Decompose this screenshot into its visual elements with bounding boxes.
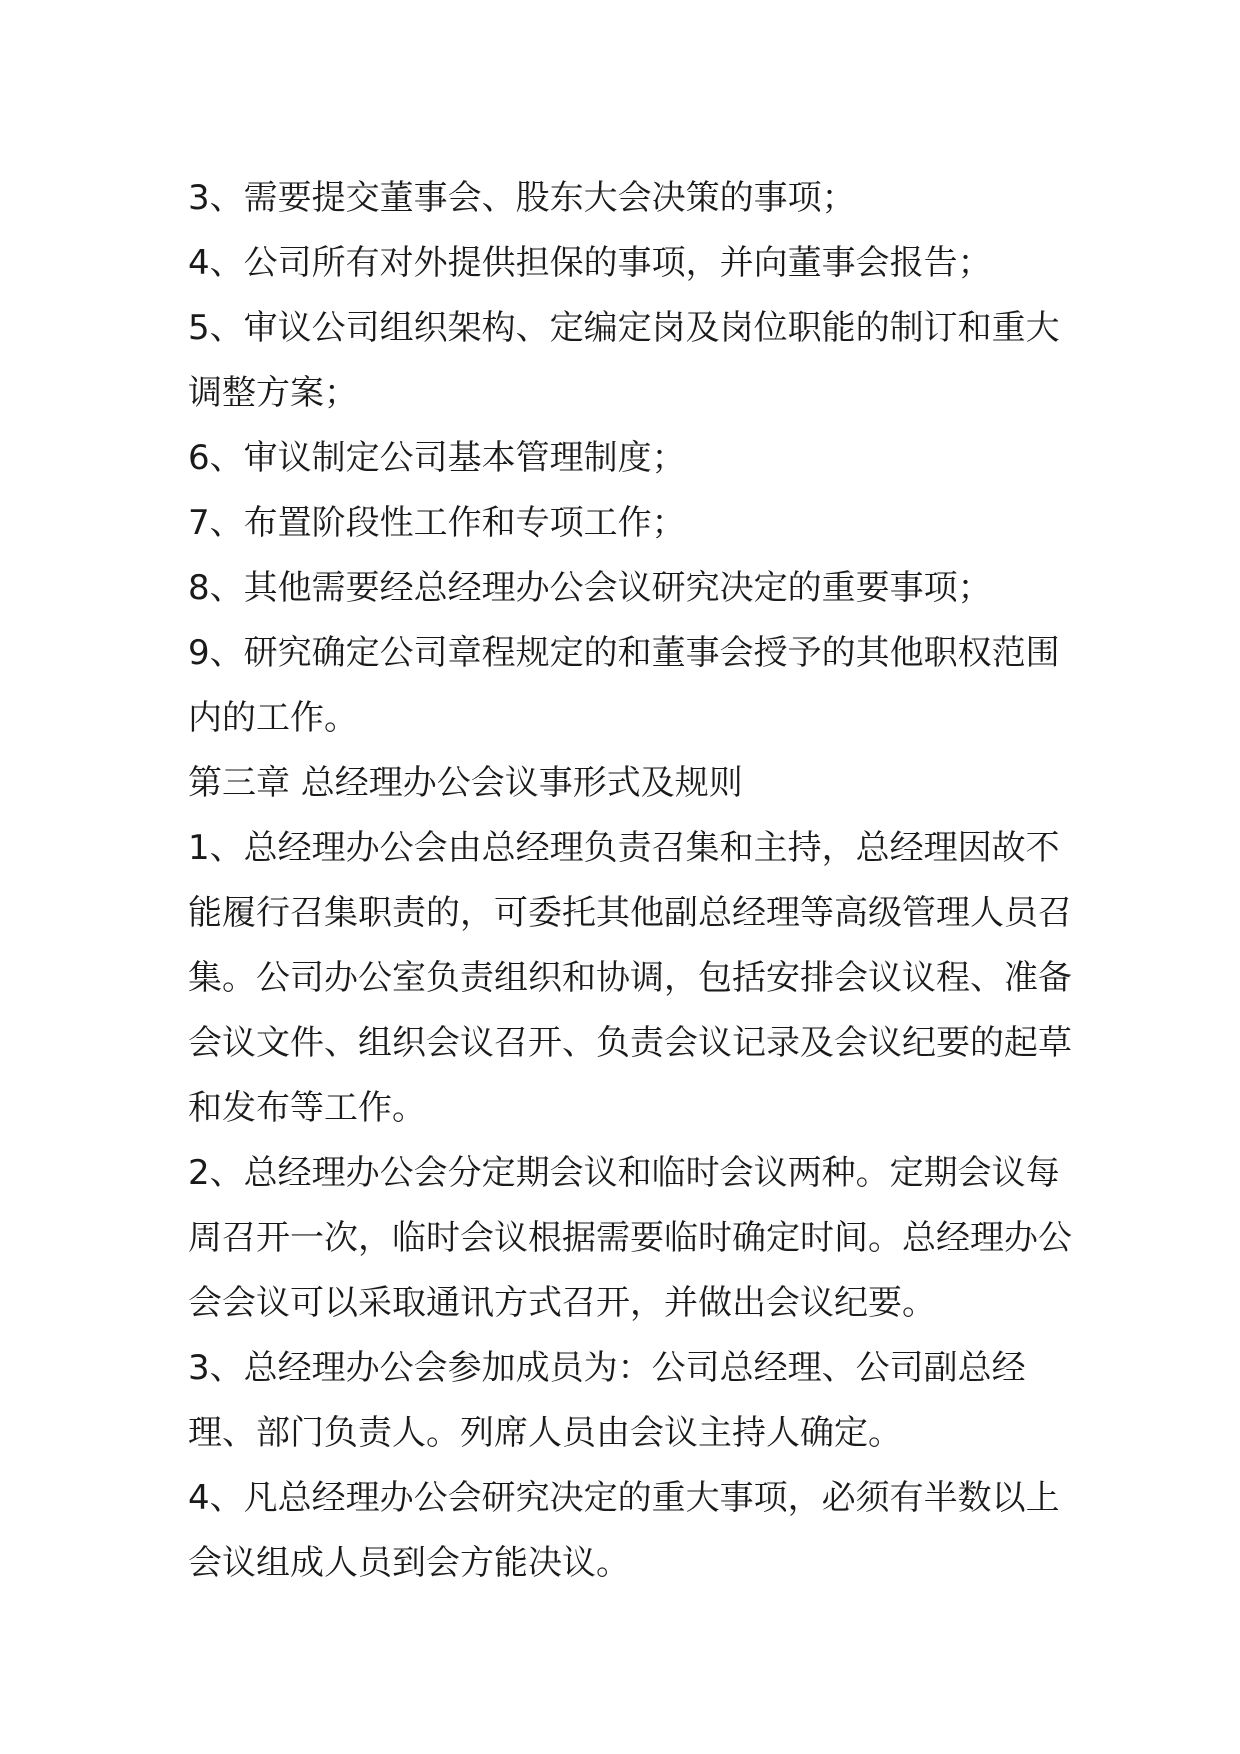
item-6-management-system: 6、审议制定公司基本管理制度； [188,438,686,478]
item-9-other-authority: 9、研究确定公司章程规定的和董事会授予的其他职权范围内的工作。 [188,633,1060,738]
rule-3-members: 3、总经理办公会参加成员为：公司总经理、公司副总经理、部门负责人。列席人员由会议主持人确定。 [188,1348,1026,1453]
rule-2-meeting-types: 2、总经理办公会分定期会议和临时会议两种。定期会议每周召开一次，临时会议根据需要临时确定时间。总经理办公会会议可以采取通讯方式召开，并做出会议纪要。 [188,1153,1072,1323]
item-8-other-matters: 8、其他需要经总经理办公会议研究决定的重要事项； [188,568,992,608]
item-5-organization: 5、审议公司组织架构、定编定岗及岗位职能的制订和重大调整方案； [188,308,1060,413]
item-3-submit: 3、需要提交董事会、股东大会决策的事项； [188,178,856,218]
chapter-3-heading: 第三章 总经理办公会议事形式及规则 [188,763,743,803]
document-page [188,166,1078,1596]
rule-4-quorum: 4、凡总经理办公会研究决定的重大事项，必须有半数以上会议组成人员到会方能决议。 [188,1478,1060,1583]
item-4-guarantee: 4、公司所有对外提供担保的事项，并向董事会报告； [188,243,992,283]
item-7-work-arrangement: 7、布置阶段性工作和专项工作； [188,503,686,543]
rule-1-convener: 1、总经理办公会由总经理负责召集和主持，总经理因故不能履行召集职责的，可委托其他副总经理等高级管理人员召集。公司办公室负责组织和协调，包括安排会议议程、准备会议文件、组织会议召开、负责会议记录及会议纪要的起草和发布等工作。 [188,828,1072,1128]
